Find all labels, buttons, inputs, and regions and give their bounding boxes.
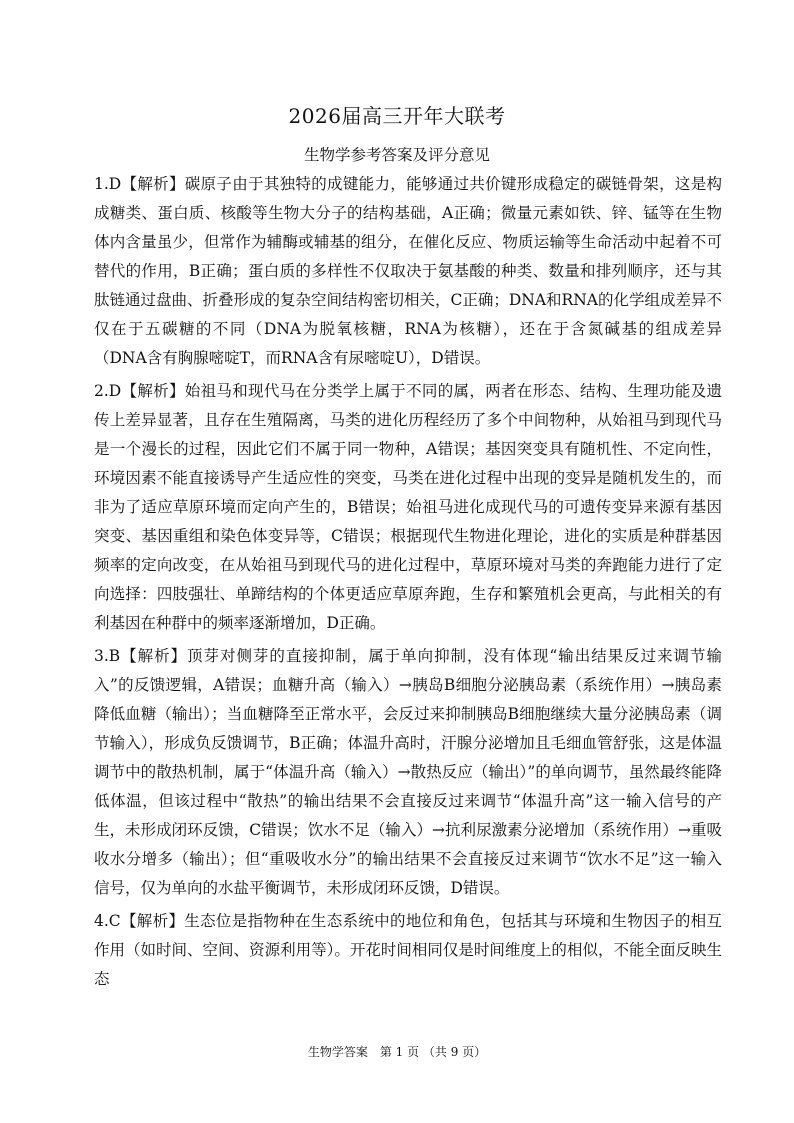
page-subtitle: 生物学参考答案及评分意见 — [303, 146, 490, 164]
answer-3: 3.B【解析】顶芽对侧芽的直接抑制，属于单向抑制，没有体现“输出结果反过来调节输入”的反馈逻辑，A错误；血糖升高（输入）→胰岛B细胞分泌胰岛素（系统作用）→胰岛素降低血糖（输出）；当血糖降至正常水平，会反过来抑制胰岛B细胞继续大量分泌胰岛素（调节输入），形成负反馈调节，B正确；体温升高时，汗腺分泌增加且毛细血管舒张，这是体温调节中的散热机制，属于“体温升高（输入）→散热反应（输出）”的单向调节，虽然最终能降低体温，但该过程中“散热”的输出结果不会直接反过来调节“体温升高”这一输入信号的产生，未形成闭环反馈，C错误；饮水不足（输入）→抗利尿激素分泌增加（系统作用）→重吸收水分增多（输出）；但“重吸收水分”的输出结果不会直接反过来调节“饮水不足”这一输入信号，仅为单向的水盐平衡调节，未形成闭环反馈，D错误。 — [94, 647, 722, 897]
answer-2: 2.D【解析】始祖马和现代马在分类学上属于不同的属，两者在形态、结构、生理功能及遗传上差异显著，且存在生殖隔离，马类的进化历程经历了多个中间物种，从始祖马到现代马是一个漫长的过程，因此它们不属于同一物种，A错误；基因突变具有随机性、不定向性，环境因素不能直接诱导产生适应性的突变，马类在进化过程中出现的变异是随机发生的，而非为了适应草原环境而定向产生的，B错误；始祖马进化成现代马的可遗传变异来源有基因突变、基因重组和染色体变异等，C错误；根据现代生物进化理论，进化的实质是种群基因频率的定向改变，在从始祖马到现代马的进化过程中，草原环境对马类的奔跑能力进行了定向选择：四肢强壮、单蹄结构的个体更适应草原奔跑，生存和繁殖机会更高，与此相关的有利基因在种群中的频率逐渐增加，D正确。 — [94, 382, 722, 632]
page-title: 2026届高三开年大联考 — [288, 104, 506, 128]
answer-4: 4.C【解析】生态位是指物种在生态系统中的地位和角色，包括其与环境和生物因子的相互作用（如时间、空间、资源利用等）。开花时间相同仅是时间维度上的相似，不能全面反映生态 — [94, 912, 722, 988]
answer-list — [94, 170, 722, 998]
answer-1: 1.D【解析】碳原子由于其独特的成键能力，能够通过共价键形成稳定的碳链骨架，这是构成糖类、蛋白质、核酸等生物大分子的结构基础，A正确；微量元素如铁、锌、锰等在生物体内含量虽少，但常作为辅酶或辅基的组分，在催化反应、物质运输等生命活动中起着不可替代的作用，B正确；蛋白质的多样性不仅取决于氨基酸的种类、数量和排列顺序，还与其肽链通过盘曲、折叠形成的复杂空间结构密切相关，C正确；DNA和RNA的化学组成差异不仅在于五碳糖的不同（DNA为脱氧核糖，RNA为核糖），还在于含氮碱基的组成差异（DNA含有胸腺嘧啶T，而RNA含有尿嘧啶U），D错误。 — [94, 175, 722, 367]
page-footer: 生物学答案 第 1 页 （共 9 页） — [307, 1045, 487, 1059]
